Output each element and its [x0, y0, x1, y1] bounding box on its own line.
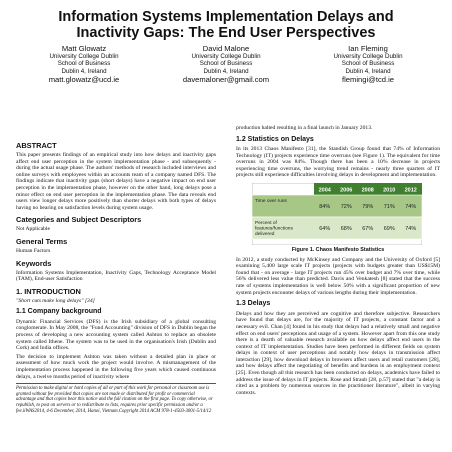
table-cell-value: 84%: [319, 204, 331, 211]
author-email[interactable]: matt.glowatz@ucd.ie: [48, 74, 120, 84]
table-cell-value: 72%: [340, 204, 352, 211]
table-cell-value: 74%: [405, 226, 417, 233]
table-row-label: features/functions: [255, 226, 293, 232]
table-cell-value: 68%: [340, 226, 352, 233]
title-line-1: Information Systems Implementation Delays and: [58, 9, 394, 25]
table-column-header: 2004: [318, 187, 331, 194]
figure-caption: Figure 1. Chaos Manifesto Statistics: [291, 247, 385, 254]
table-column-header: 2008: [361, 187, 374, 194]
table-cell-value: 64%: [319, 226, 331, 233]
statistics-paragraph-1: In its 2013 Chaos Manifesto [31], the Standish Group found that 74% of Information Technology (IT) projects experience time overruns (see Figure 1). The equivalent for time overruns in 2004 was 84%. Though there has been a 10% decrease in projects experiencing time overruns, the worrying trend remains - nearly three quarters of IT projects still experience difficulties involving delays in development and implementation.: [236, 146, 440, 179]
intro-paragraph-1: Dynamic Financial Services (DFS) is the Irish subsidiary of a global consulting conglomerate. In May 2008, the "Fund Accounting" division of DFS in Dublin began the process of developing a new accounting system called Ashton to replace an obsolete system called Ithene. The system was to be used in the organisation's Irish (Dublin and Cork) and India offices.: [16, 318, 216, 352]
author-city: Dublin 4, Ireland: [203, 67, 249, 75]
author-org: University College Dublin: [333, 53, 403, 60]
company-background-heading: 1.1 Company background: [16, 308, 102, 316]
intro-paragraph-2: The decision to implement Ashton was taken without a detailed plan in place or assessment of how much work the project would involve. A mismanagement of the implementation process happened in the following five years which caused continuous delays, a twelve months period of inactivity where: [16, 353, 216, 380]
abstract-text: This paper presents findings of an empirical study into how delays and inactivity gaps affect end user perception in the system implementation phase - and subsequently - during the actual usage phase. The authors' methods of research included interviews and online surveys with employees within an accounts team of a company named DFS. The findings indicate that inactivity gaps (short delays) have a negative impact on end user perception in the implementation phase, however on the other hand, long delays pose a minor effect on end user perception in the implementation phase. The data reveals end users view longer delays more positively than shorter delays with both types of delays having no bearing on satisfaction levels during system usage.: [16, 152, 216, 211]
abstract-heading: ABSTRACT: [16, 141, 57, 150]
author-name: Matt Glowatz: [61, 44, 107, 53]
author-dept: School of Business: [57, 60, 111, 68]
delays-heading: 1.3 Delays: [236, 300, 271, 308]
table-row-label: Time over runs: [255, 199, 287, 205]
author-block: [14, 44, 438, 84]
author-org: University College Dublin: [49, 53, 119, 60]
title-line-2: Inactivity Gaps: The End User Perspectives: [76, 25, 376, 41]
intro-quote: "Short cuts make long delays" [34]: [16, 297, 95, 304]
author-1: [14, 44, 154, 84]
author-city: Dublin 4, Ireland: [61, 67, 107, 75]
general-terms-text: Human Factors: [16, 247, 51, 254]
left-column: [16, 137, 216, 414]
table-row-label: Percent of: [255, 221, 277, 227]
permission-notice: Permission to make digital or hard copies of all or part of this work for personal or classroom use is granted without fee provided that copies are not made or distributed for profit or commercial advantage and that copies bear this notice and the full citation on the first page. To copy otherwise, or republish, to post on servers or to redistribute to lists, requires prior specific permission and/or a fee.iiWAS2014, 4-6 December, 2014, Hanoi, Vietnam.Copyright 2014 ACM 978-1-4503-3001-5/14/12: [16, 383, 216, 414]
author-city: Dublin 4, Ireland: [345, 67, 391, 75]
table-cell-value: 67%: [362, 226, 374, 233]
right-column: [236, 125, 440, 398]
table-column-header: 2012: [404, 187, 417, 194]
general-terms-heading: General Terms: [16, 236, 68, 246]
table-cell-value: 79%: [362, 204, 374, 211]
author-org: University College Dublin: [191, 53, 261, 60]
introduction-heading: 1. INTRODUCTION: [16, 286, 81, 296]
table-cell-value: 69%: [383, 226, 395, 233]
author-dept: School of Business: [199, 60, 253, 68]
author-name: David Malone: [202, 44, 250, 53]
chaos-statistics-table: [252, 183, 422, 245]
author-email[interactable]: flemingi@tcd.ie: [341, 74, 395, 84]
statistics-paragraph-2: In 2012, a study conducted by McKinsey and Company and the University of Oxford [5] examining 5,400 large scale IT projects (projects with budgets greater than US$15M) found that - on average - large IT projects run 45% over budget and 7% over time, while 56% delivered less value than predicted. Davis and Venkatesh [8] stated that the success rate of systems implementation is well below 50% with a significant proportion of new system projects encounter delays of various lengths during their implementation.: [236, 256, 440, 296]
table-row-label: delivered: [255, 232, 275, 238]
keywords-heading: Keywords: [16, 258, 52, 268]
continued-text: production halted resulting in a final launch in January 2013.: [236, 125, 373, 131]
table-cell-value: 71%: [383, 204, 395, 211]
delays-paragraph: Delays and how they are perceived are cognitive and therefore subjective. Researchers have found that delays are, for the majority of IT projects, a constant factor and a necessary evil. Chan [4] found in his study that delays had a relatively small and negative effect on end users' perceptions and usage of a system. However apart from this one study there is a dearth of valuable research available on how delays affect end users in the context of IT implementation. Studies have been performed in different fields on system delays in context of user perceptions and notably how delays in transmission affect interaction [29], how download delays in browsers affect users and retail customers [28], and how delays affect the negotiating of benefits and burdens in an employment context [25]. Even though all this research has been conducted on delays, academics have failed to address the issue of delays in IT projects. Rose and Straub [28, p.57] stated that "a delay is cited as a problem by numerous sources in the practitioner literature", albeit in varying contexts.: [236, 310, 440, 396]
author-3: [298, 44, 438, 84]
statistics-heading: 1.2 Statistics on Delays: [236, 135, 314, 143]
keywords-text: Information Systems Implementation, Inactivity Gaps, Technology Acceptance Model (TAM), End-user Satisfaction: [16, 269, 216, 283]
paper-title: [0, 9, 452, 41]
author-name: Ian Fleming: [348, 44, 388, 53]
table-cell-value: 74%: [405, 204, 417, 211]
table-column-header: 2006: [340, 187, 353, 194]
table-column-header: 2010: [383, 187, 396, 194]
author-dept: School of Business: [341, 60, 395, 68]
figure-1: [252, 183, 422, 245]
author-2: [156, 44, 296, 84]
author-email[interactable]: davemaloner@gmail.com: [182, 74, 270, 84]
categories-text: Not Applicable: [16, 226, 51, 233]
categories-heading: Categories and Subject Descriptors: [16, 215, 142, 225]
